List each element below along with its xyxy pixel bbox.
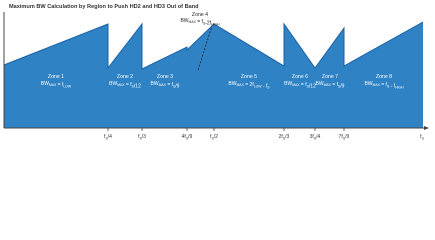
x-axis-arrow (424, 126, 429, 130)
zone-formula: $BW_{MAX} = f_S - f_{HIGH}$ (364, 81, 404, 90)
zone-fill-3 (142, 47, 187, 128)
tick-label: $2f_S/3$ (278, 134, 290, 141)
zone-formula: $BW_{MAX} = f_S-2f_{HIGH}$ (180, 18, 220, 27)
tick-label: $7f_S/9$ (338, 134, 350, 141)
chart-title: Maximum BW Calculation by Region to Push HD2 and HD3 Out of Band (9, 4, 199, 10)
zone-name: Zone 3 (156, 74, 174, 80)
zone-name: Zone 1 (47, 74, 65, 80)
zone-name: Zone 7 (321, 74, 339, 80)
tick-label: $f_S/4$ (104, 134, 112, 141)
zone-fill-4 (187, 24, 214, 128)
zone-formula: $BW_{MAX} = f_S/12$ (284, 81, 316, 90)
zone-name: Zone 4 (191, 12, 209, 18)
zone-name: Zone 6 (291, 74, 309, 80)
zone-formula: $BW_{MAX} = f_S/9$ (315, 81, 345, 90)
zone-name: Zone 2 (116, 74, 134, 80)
tick-label: $f_S/3$ (138, 134, 146, 141)
zone-formula: $BW_{MAX} = f_S/12$ (109, 81, 141, 90)
tick-label: $f_S/2$ (210, 134, 218, 141)
zone-formula: $BW_{MAX} = 2f_{LOW} - f_S$ (228, 81, 270, 90)
zone-formula: $BW_{MAX} = f_{LOW}$ (40, 81, 72, 89)
tick-label: $4f_S/9$ (181, 134, 193, 141)
zone-formula: $BW_{MAX} = f_S/9$ (150, 81, 180, 90)
zone-name: Zone 5 (240, 74, 258, 80)
tick-label: $3f_S/4$ (309, 134, 321, 141)
x-axis-label: $f_S$ (420, 134, 424, 141)
zone-name: Zone 8 (375, 74, 393, 80)
